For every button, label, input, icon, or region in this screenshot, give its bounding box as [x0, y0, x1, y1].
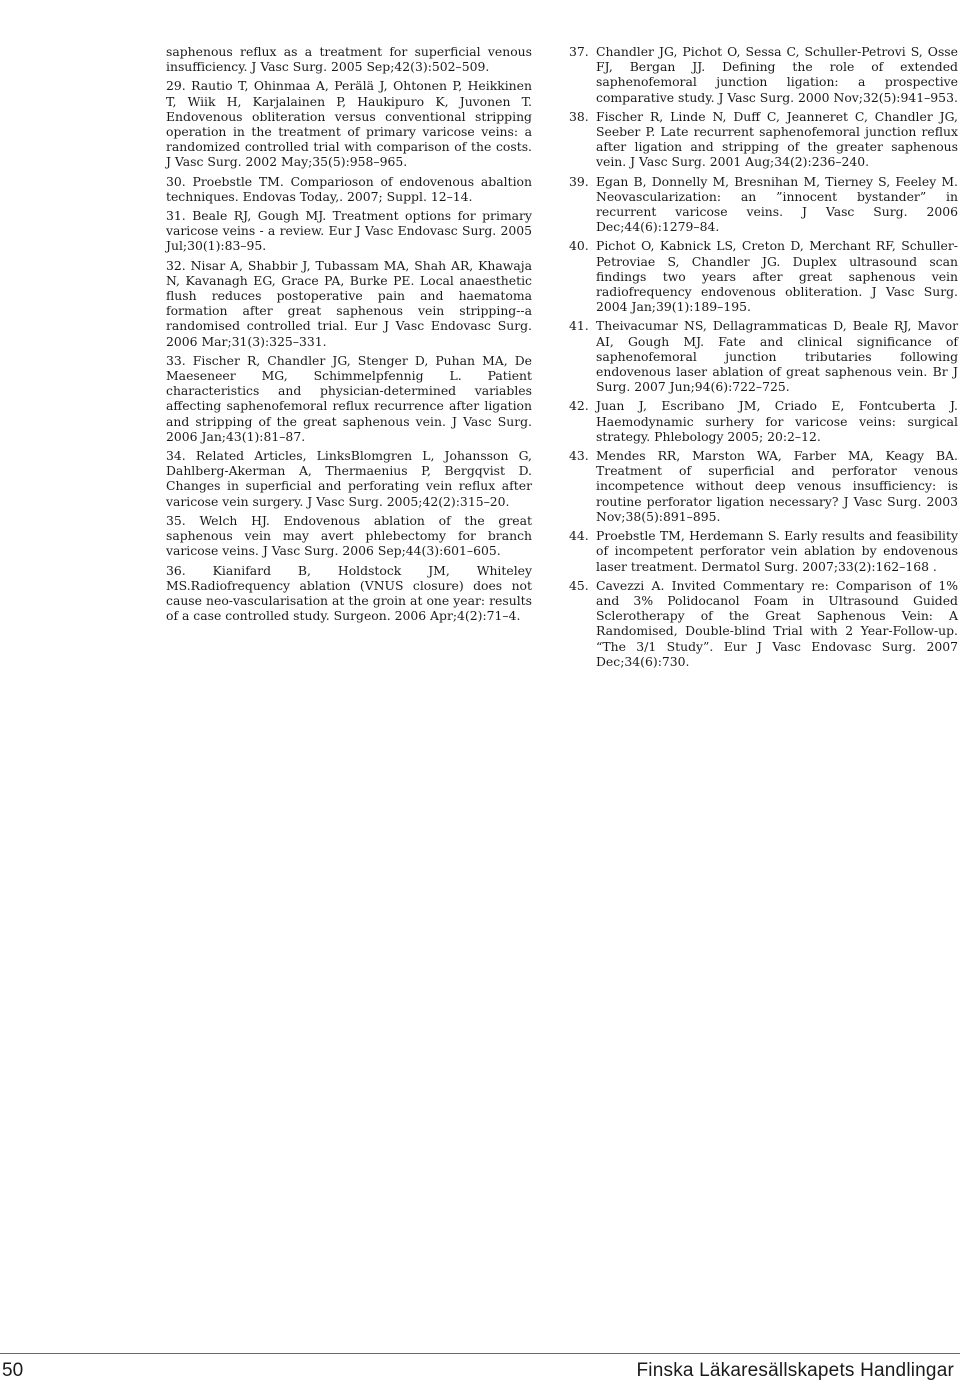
reference-column-right: [569, 44, 958, 673]
reference-text: Kianifard B, Holdstock JM, Whiteley MS.Radiofrequency ablation (VNUS closure) does not cause neo-vascularisation at the groin at one year: results of a case controlled study. Surgeon. 2006 Apr;4(2):71–4.: [166, 562, 532, 624]
reference-number: 41.: [569, 318, 589, 334]
reference-item: [569, 174, 958, 235]
reference-text: Related Articles, LinksBlomgren L, Johansson G, Dahlberg-Akerman A, Thermaenius P, Bergqvist D. Changes in superficial and perforating vein reflux after varicose vein surgery. J Vasc Surg. 2005;42(2):315–20.: [166, 448, 532, 509]
reference-text: Proebstle TM. Comparioson of endovenous abaltion techniques. Endovas Today,. 2007; Suppl. 12–14.: [166, 173, 532, 204]
reference-item: [166, 208, 532, 254]
reference-number: 33.: [166, 352, 186, 368]
reference-text: Chandler JG, Pichot O, Sessa C, Schuller-Petrovi S, Osse FJ, Bergan JJ. Defining the role of extended saphenofemoral junction ligation: a prospective comparative study. J Vasc Surg. 2000 Nov;32(5):941–953.: [596, 44, 958, 105]
reference-item: [569, 238, 958, 314]
reference-item: [569, 448, 958, 524]
reference-number: 45.: [569, 577, 589, 593]
reference-number: 44.: [569, 528, 589, 544]
reference-text: Fischer R, Chandler JG, Stenger D, Puhan MA, De Maeseneer MG, Schimmelpfennig L. Patient characteristics and physician-determined variables affecting saphenofemoral reflux recurrence after ligation and stripping of the great saphenous vein. J Vasc Surg. 2006 Jan;43(1):81–87.: [166, 352, 532, 444]
reference-number: 36.: [166, 562, 186, 578]
reference-text: Nisar A, Shabbir J, Tubassam MA, Shah AR, Khawaja N, Kavanagh EG, Grace PA, Burke PE. Local anaesthetic flush reduces postoperative pain and haematoma formation after great saphenous vein stripping--a randomised controlled trial. Eur J Vasc Endovasc Surg. 2006 Mar;31(3):325–331.: [166, 257, 532, 349]
reference-text: Cavezzi A. Invited Commentary re: Comparison of 1% and 3% Polidocanol Foam in Ultrasound Guided Sclerotherapy of the Great Saphenous Vein: A Randomised, Double-blind Trial with 2 Year-Follow-up. “The 3/1 Study”. Eur J Vasc Endovasc Surg. 2007 Dec;34(6):730.: [596, 577, 958, 669]
reference-item: [569, 528, 958, 574]
reference-number: 40.: [569, 238, 589, 254]
reference-number: 31.: [166, 208, 186, 224]
reference-text: Fischer R, Linde N, Duff C, Jeanneret C, Chandler JG, Seeber P. Late recurrent saphenofemoral junction reflux after ligation and stripping of the greater saphenous vein. J Vasc Surg. 2001 Aug;34(2):236–240.: [596, 108, 958, 170]
reference-text: Welch HJ. Endovenous ablation of the great saphenous vein may avert phlebectomy for branch varicose veins. J Vasc Surg. 2006 Sep;44(3):601–605.: [166, 512, 532, 559]
reference-number: 32.: [166, 257, 186, 273]
reference-column-left: [166, 44, 532, 627]
reference-number: 35.: [166, 512, 186, 528]
reference-item: [569, 44, 958, 105]
reference-number: 43.: [569, 448, 589, 464]
reference-item: [166, 44, 532, 74]
reference-number: 39.: [569, 173, 589, 189]
reference-item: [569, 578, 958, 669]
reference-number: 29.: [166, 78, 186, 94]
reference-item: [166, 448, 532, 509]
reference-item: [166, 353, 532, 444]
reference-item: [569, 109, 958, 170]
page-number: 50: [2, 1360, 24, 1381]
reference-number: 30.: [166, 173, 186, 189]
reference-number: 38.: [569, 108, 589, 124]
reference-item: [569, 318, 958, 394]
reference-item: [166, 174, 532, 204]
reference-text: Proebstle TM, Herdemann S. Early results and feasibility of incompetent perforator vein ablation by endovenous laser treatment. Dermatol Surg. 2007;33(2):162–168 .: [596, 528, 958, 574]
reference-text: Theivacumar NS, Dellagrammaticas D, Beale RJ, Mavor AI, Gough MJ. Fate and clinical significance of saphenofemoral junction tributaries following endovenous laser ablation of great saphenous vein. Br J Surg. 2007 Jun;94(6):722–725.: [596, 318, 958, 395]
reference-item: [166, 78, 532, 169]
reference-text: Egan B, Donnelly M, Bresnihan M, Tierney S, Feeley M. Neovascularization: an ”innocent bystander” in recurrent varicose veins. J Vasc Surg. 2006 Dec;44(6):1279–84.: [596, 173, 958, 235]
reference-text: Rautio T, Ohinmaa A, Perälä J, Ohtonen P, Heikkinen T, Wiik H, Karjalainen P, Haukipuro K, Juvonen T. Endovenous obliteration versus conventional stripping operation in the treatment of primary varicose veins: a randomized controlled trial with comparison of the costs. J Vasc Surg. 2002 May;35(5):958–965.: [166, 78, 532, 170]
reference-text: Juan J, Escribano JM, Criado E, Fontcuberta J. Haemodynamic surhery for varicose veins: surgical strategy. Phlebology 2005; 20:2–12.: [596, 398, 958, 444]
reference-item: [166, 513, 532, 559]
footer-divider: [0, 1353, 960, 1354]
reference-number: 37.: [569, 44, 589, 59]
reference-text: saphenous reflux as a treatment for superficial venous insufficiency. J Vasc Surg. 2005 Sep;42(3):502–509.: [166, 44, 532, 75]
reference-text: Mendes RR, Marston WA, Farber MA, Keagy BA. Treatment of superficial and perforator venous incompetence without deep venous insufficiency: is routine perforator ligation necessary? J Vasc Surg. 2003 Nov;38(5):891–895.: [596, 448, 958, 524]
reference-text: Pichot O, Kabnick LS, Creton D, Merchant RF, Schuller-Petroviae S, Chandler JG. Duplex ultrasound scan findings two years after great saphenous vein radiofrequency endovenous obliteration. J Vasc Surg. 2004 Jan;39(1):189–195.: [596, 238, 958, 315]
reference-item: [569, 398, 958, 444]
reference-number: 42.: [569, 398, 589, 414]
reference-text: Beale RJ, Gough MJ. Treatment options for primary varicose veins - a review. Eur J Vasc Endovasc Surg. 2005 Jul;30(1):83–95.: [166, 208, 532, 254]
journal-name: Finska Läkaresällskapets Handlingar: [636, 1360, 954, 1381]
reference-item: [166, 258, 532, 349]
reference-item: [166, 563, 532, 624]
reference-number: 34.: [166, 448, 186, 464]
